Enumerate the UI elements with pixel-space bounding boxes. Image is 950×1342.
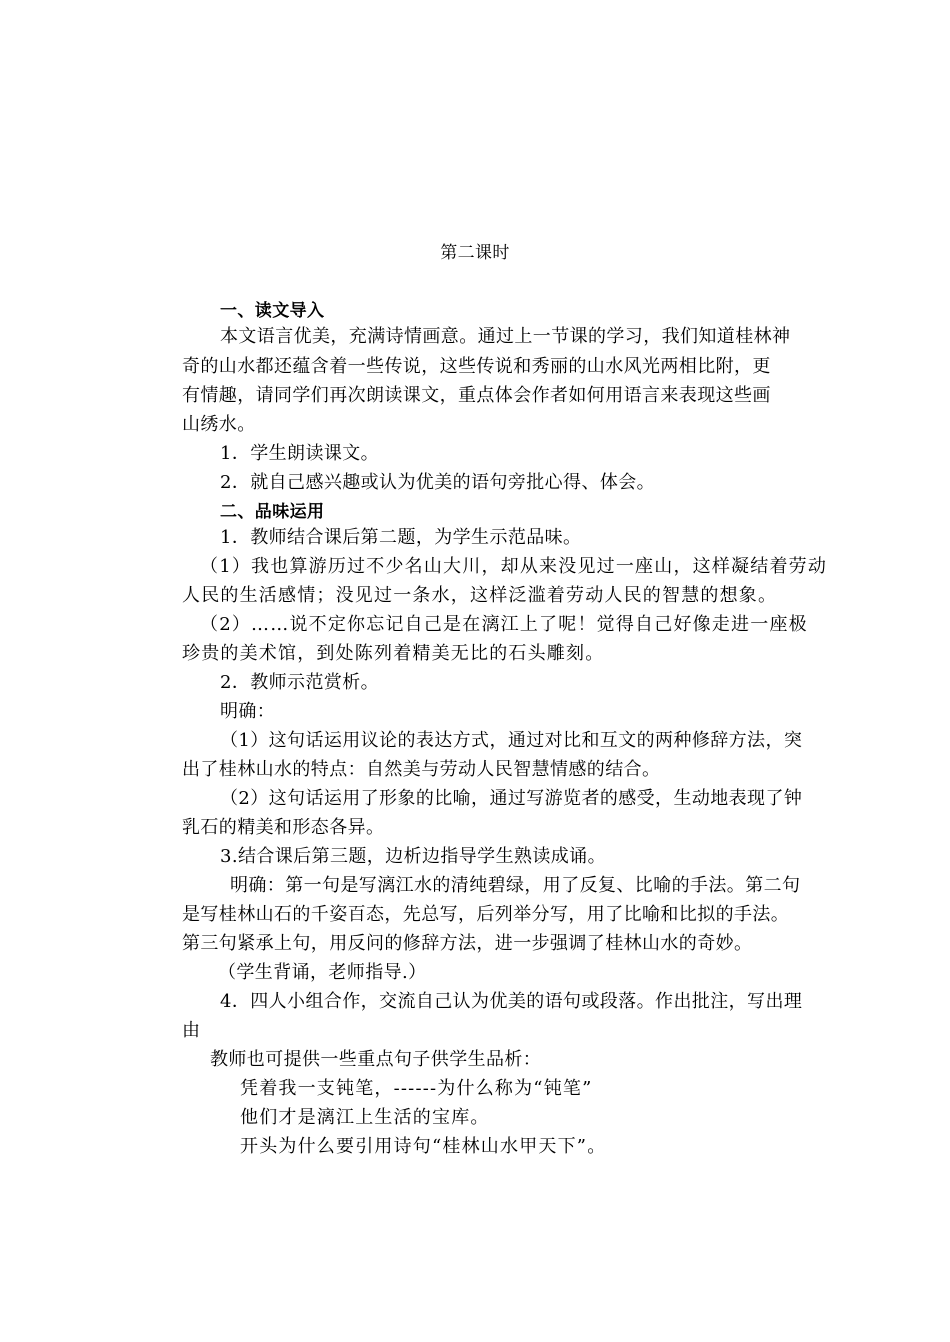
paragraph-line: 山绣水。 [182,414,256,435]
paragraph-line: 第三句紧承上句，用反问的修辞方法，进一步强调了桂林山水的奇妙。 [182,933,753,954]
paragraph-line: 由 [182,1020,201,1041]
list-item: 2．就自己感兴趣或认为优美的语句旁批心得、体会。 [220,472,656,493]
list-item: 1．教师结合课后第二题，为学生示范品味。 [220,527,582,548]
paragraph-line: 出了桂林山水的特点：自然美与劳动人民智慧情感的结合。 [182,759,661,780]
paragraph-line: 有情趣，请同学们再次朗读课文，重点体会作者如何用语言来表现这些画 [182,385,771,406]
paragraph-line: 乳石的精美和形态各异。 [182,817,385,838]
recite-note: （学生背诵，老师指导.） [218,962,427,983]
quote-line: 珍贵的美术馆，到处陈列着精美无比的石头雕刻。 [182,643,605,664]
paragraph-line: 奇的山水都还蕴含着一些传说，这些传说和秀丽的山水风光两相比附，更 [182,356,771,377]
clarify-label: 明确： [220,701,276,722]
paragraph-line: （1）这句话运用议论的表达方式，通过对比和互文的两种修辞方法，突 [220,730,803,751]
list-item: 3.结合课后第三题，边析边指导学生熟读成诵。 [220,846,606,867]
list-item: 1．学生朗读课文。 [220,443,380,464]
quote-line: 人民的生活感情；没见过一条水，这样泛滥着劳动人民的智慧的想象。 [182,585,778,606]
paragraph-line: 明确：第一句是写漓江水的清纯碧绿，用了反复、比喻的手法。第二句 [230,875,801,896]
section-heading-appreciation: 二、品味运用 [220,502,325,522]
list-item: 2．教师示范赏析。 [220,672,380,693]
teacher-note: 教师也可提供一些重点句子供学生品析： [210,1049,542,1070]
key-sentence: 开头为什么要引用诗句“桂林山水甲天下”。 [240,1136,607,1157]
key-sentence: 他们才是漓江上生活的宝库。 [240,1107,490,1128]
paragraph-line: 4．四人小组合作，交流自己认为优美的语句或段落。作出批注，写出理 [220,991,803,1012]
paragraph-line: （2）这句话运用了形象的比喻，通过写游览者的感受，生动地表现了钟 [220,788,803,809]
paragraph-line: 本文语言优美，充满诗情画意。通过上一节课的学习，我们知道桂林神 [220,326,791,347]
key-sentence: 凭着我一支钝笔，------为什么称为“钝笔” [240,1078,593,1099]
paragraph-line: 是写桂林山石的千姿百态，先总写，后列举分写，用了比喻和比拟的手法。 [182,904,790,925]
page-title: 第二课时 [440,243,510,263]
quote-line: （1）我也算游历过不少名山大川，却从来没见过一座山，这样凝结着劳动 [200,556,828,577]
quote-line: （2）……说不定你忘记自己是在漓江上了呢！觉得自己好像走进一座极 [200,614,808,635]
section-heading-reading-intro: 一、读文导入 [220,301,325,321]
